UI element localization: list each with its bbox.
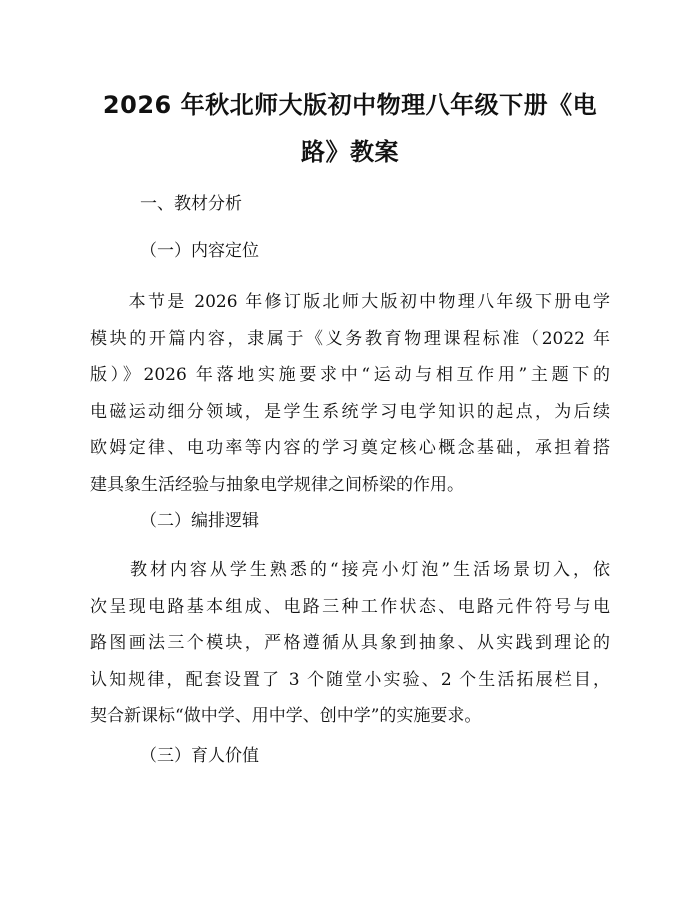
paragraph-line: 模块的开篇内容，隶属于《义务教育物理课程标准（2022 年 <box>90 328 610 349</box>
paragraph-line: 教材内容从学生熟悉的“接亮小灯泡”生活场景切入，依 <box>90 560 610 580</box>
paragraph-line: 建具象生活经验与抽象电学规律之间桥梁的作用。 <box>90 474 464 495</box>
subheading-content-positioning: （一）内容定位 <box>140 241 259 261</box>
paragraph-line: 契合新课标“做中学、用中学、创中学”的实施要求。 <box>90 706 482 726</box>
paragraph-arrangement-logic <box>90 552 610 735</box>
paragraph-line: 次呈现电路基本组成、电路三种工作状态、电路元件符号与电 <box>90 596 610 617</box>
title-line-1: 2026 年秋北师大版初中物理八年级下册《电 <box>102 91 598 119</box>
document-title <box>90 82 610 176</box>
title-line-2: 路》教案 <box>301 138 399 166</box>
paragraph-line: 认知规律，配套设置了 3 个随堂小实验、2 个生活拓展栏目， <box>90 669 610 690</box>
paragraph-line: 欧姆定律、电功率等内容的学习奠定核心概念基础，承担着搭 <box>90 438 610 458</box>
paragraph-line: 路图画法三个模块，严格遵循从具象到抽象、从实践到理论的 <box>90 633 610 653</box>
paragraph-content-positioning <box>90 284 610 503</box>
section-heading-textbook-analysis: 一、教材分析 <box>140 194 242 214</box>
paragraph-line: 版）》2026 年落地实施要求中“运动与相互作用”主题下的 <box>90 365 610 385</box>
subheading-arrangement-logic: （二）编排逻辑 <box>140 511 259 531</box>
paragraph-line: 电磁运动细分领域，是学生系统学习电学知识的起点，为后续 <box>90 401 610 422</box>
paragraph-line: 本节是 2026 年修订版北师大版初中物理八年级下册电学 <box>90 292 610 312</box>
subheading-educational-value: （三）育人价值 <box>140 746 259 766</box>
